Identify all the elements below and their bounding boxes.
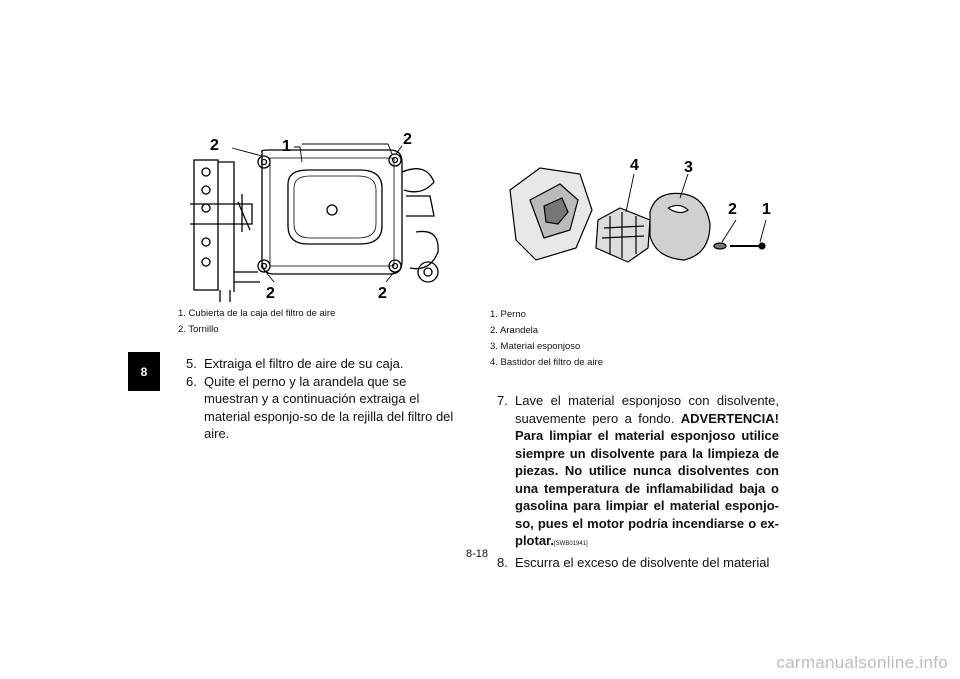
callout-label: 1 [762, 201, 771, 218]
figure2-caption [490, 307, 603, 371]
warning-text: ADVERTENCIA! Para limpiar el material esponjoso utilice siempre un disolvente para la limpieza de piezas. No utilice nunca disolventes con una temperatura de inflamabilidad baja o gasolina para limpiar el material esponjo-so, pues el motor podría incendiarse o ex-plotar. [515, 410, 779, 548]
callout-label: 1 [282, 138, 291, 155]
section-tab: 8 [128, 352, 160, 391]
step-6 [186, 373, 464, 443]
watermark: carmanualsonline.info [776, 653, 948, 672]
step-text: Lave el material esponjoso con disolvente, suavemente pero a fondo. [515, 393, 779, 426]
airbox-cover-illustration [190, 132, 450, 302]
caption-item: 4. Bastidor del filtro de aire [490, 357, 604, 368]
step-number: 6. [186, 373, 197, 389]
step-8 [497, 554, 779, 572]
caption-item: 2. Arandela [490, 325, 539, 336]
caption-item: 2. Tornillo [178, 324, 219, 335]
step-number: 8. [497, 554, 508, 570]
caption-item: 3. Material esponjoso [490, 341, 581, 352]
step-5 [186, 355, 464, 373]
warning-code: [SWB01941] [554, 541, 588, 547]
step-number: 7. [497, 393, 508, 408]
callout-label: 4 [630, 157, 639, 174]
step-number: 5. [186, 356, 197, 371]
callout-label: 3 [684, 159, 693, 176]
callout-label: 2 [266, 285, 275, 302]
page-number: 8-18 [466, 548, 489, 560]
air-filter-parts-illustration [500, 150, 780, 270]
step-text: Quite el perno y la arandela que se muestran y a continuación extraiga el material esponjo-so de la rejilla del filtro del aire. [204, 373, 454, 441]
figure1-caption [178, 306, 335, 338]
callout-label: 2 [403, 132, 412, 148]
step-text: Extraiga el filtro de aire de su caja. [204, 356, 404, 371]
steps-right [497, 392, 779, 571]
caption-item: 1. Cubierta de la caja del filtro de aire [178, 308, 336, 319]
step-text: Escurra el exceso de disolvente del material [515, 554, 770, 570]
steps-left [186, 355, 464, 443]
callout-label: 2 [210, 137, 219, 154]
callout-label: 2 [378, 285, 387, 302]
callout-label: 2 [728, 201, 737, 218]
step-7 [497, 392, 779, 554]
caption-item: 1. Perno [490, 309, 526, 320]
